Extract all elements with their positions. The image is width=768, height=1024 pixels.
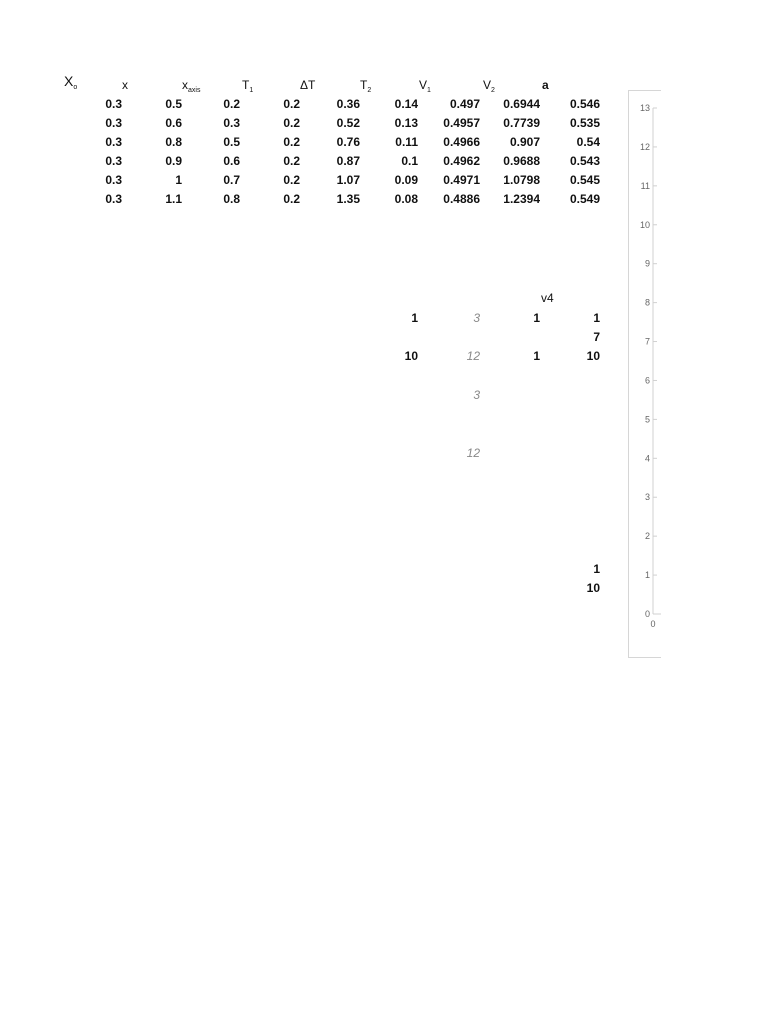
chart-fragment [628, 90, 661, 658]
extra-r1-c4: 1 [593, 311, 600, 325]
extra-r1-c2: 3 [473, 311, 480, 325]
v4-label: v4 [541, 291, 554, 305]
chart-svg [629, 91, 661, 657]
table-cell: 0.2 [283, 173, 300, 187]
x-tick-label: 0 [650, 619, 656, 629]
y-tick-label: 3 [644, 492, 650, 503]
table-cell: 1.0798 [503, 173, 540, 187]
table-cell: 1.35 [336, 192, 360, 206]
extra-r1-c3: 1 [533, 311, 540, 325]
table-cell: 0.2 [283, 97, 300, 111]
y-tick-label: 2 [644, 531, 650, 542]
extra-r3-c2: 12 [466, 349, 480, 363]
column-header: $x_{axis}$ [182, 78, 201, 94]
extra-r1-c1: 1 [411, 311, 418, 325]
table-cell: 0.5 [165, 97, 182, 111]
extra-bottom-1: 1 [593, 562, 600, 576]
table-cell: 0.13 [394, 116, 418, 130]
extra-bottom-2: 10 [586, 581, 600, 595]
extra-italic-b: 12 [466, 446, 480, 460]
y-tick-label: 13 [639, 103, 650, 113]
table-cell: 0.6944 [503, 97, 540, 111]
table-cell: 0.4962 [443, 154, 480, 168]
column-header: $X_o$ [64, 73, 78, 91]
table-cell: 0.2 [283, 154, 300, 168]
extra-italic-a: 3 [473, 388, 480, 402]
table-cell: 0.4957 [443, 116, 480, 130]
table-cell: 1.07 [336, 173, 360, 187]
extra-r2-c4: 7 [593, 330, 600, 344]
table-cell: 0.3 [105, 173, 122, 187]
y-tick-label: 1 [644, 570, 650, 581]
table-cell: 0.497 [449, 97, 480, 111]
table-cell: 0.08 [394, 192, 418, 206]
table-cell: 0.09 [394, 173, 418, 187]
table-cell: 0.6 [165, 116, 182, 130]
table-cell: 0.8 [223, 192, 240, 206]
table-cell: 0.7739 [503, 116, 540, 130]
column-header: $T_1$ [242, 78, 254, 94]
table-cell: 0.11 [395, 135, 418, 149]
table-cell: 0.907 [509, 135, 540, 149]
column-header: ΔT [300, 78, 316, 92]
table-cell: 0.6 [223, 154, 240, 168]
table-cell: 0.535 [569, 116, 600, 130]
table-cell: 0.3 [105, 192, 122, 206]
table-cell: 0.2 [223, 97, 240, 111]
table-cell: 0.7 [223, 173, 240, 187]
y-tick-label: 0 [644, 609, 650, 619]
table-cell: 0.2 [283, 135, 300, 149]
table-cell: 0.87 [336, 154, 360, 168]
column-header: $V_1$ [419, 78, 431, 94]
extra-r3-c1: 10 [404, 349, 418, 363]
y-tick-label: 7 [644, 336, 650, 347]
table-cell: 0.3 [105, 154, 122, 168]
table-cell: 0.36 [336, 97, 360, 111]
y-tick-label: 12 [639, 141, 650, 152]
table-cell: 1.2394 [503, 192, 540, 206]
table-cell: 0.2 [283, 116, 300, 130]
column-header: a [542, 78, 549, 92]
table-cell: 0.4966 [443, 135, 480, 149]
table-cell: 0.54 [576, 135, 600, 149]
table-cell: 1 [175, 173, 182, 187]
table-cell: 0.545 [569, 173, 600, 187]
table-cell: 0.2 [283, 192, 300, 206]
column-header: $T_2$ [360, 78, 372, 94]
table-cell: 0.3 [105, 116, 122, 130]
table-cell: 0.52 [336, 116, 360, 130]
column-header: $V_2$ [483, 78, 495, 94]
table-cell: 0.9688 [503, 154, 540, 168]
table-cell: 0.76 [336, 135, 360, 149]
table-cell: 0.3 [105, 97, 122, 111]
table-cell: 0.8 [165, 135, 182, 149]
table-cell: 0.549 [569, 192, 600, 206]
table-cell: 0.3 [105, 135, 122, 149]
table-cell: 0.3 [223, 116, 240, 130]
y-tick-label: 8 [644, 297, 650, 308]
table-cell: 0.4971 [443, 173, 480, 187]
y-tick-label: 4 [644, 453, 650, 464]
table-cell: 0.1 [401, 154, 418, 168]
column-header: x [122, 78, 128, 92]
table-cell: 0.9 [165, 154, 182, 168]
y-tick-label: 6 [644, 375, 650, 386]
extra-r3-c4: 10 [586, 349, 600, 363]
table-cell: 0.546 [569, 97, 600, 111]
y-tick-label: 9 [644, 258, 650, 269]
table-cell: 1.1 [165, 192, 182, 206]
y-tick-label: 10 [639, 219, 650, 230]
table-cell: 0.4886 [443, 192, 480, 206]
table-cell: 0.14 [394, 97, 418, 111]
table-cell: 0.5 [223, 135, 240, 149]
extra-r3-c3: 1 [533, 349, 540, 363]
table-cell: 0.543 [569, 154, 600, 168]
y-tick-label: 5 [644, 414, 650, 425]
y-tick-label: 11 [640, 180, 650, 191]
